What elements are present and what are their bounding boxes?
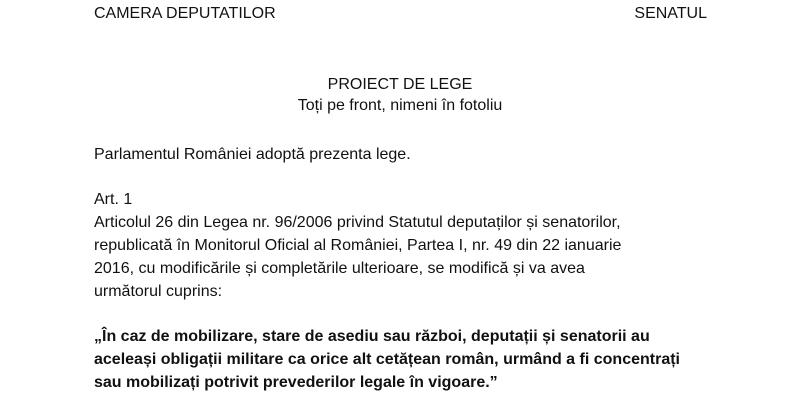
quote-line: sau mobilizați potrivit prevederilor legale în vigoare.” [94,374,498,391]
quote-line: aceleași obligații militare ca orice alt cetățean român, urmând a fi concentrați [94,351,680,368]
article-body-line: următorul cuprins: [94,283,223,300]
header-senate: SENATUL [634,5,707,22]
document-subtitle: Toți pe front, nimeni în fotoliu [297,97,503,114]
article-body-line: republicată în Monitorul Oficial al României, Partea I, nr. 49 din 22 ianuarie [94,237,622,254]
amended-text-quote [94,325,680,394]
quote-line: „În caz de mobilizare, stare de asediu sau război, deputații și senatorii au [94,328,650,345]
article-body-line: Articolul 26 din Legea nr. 96/2006 privind Statutul deputaților și senatorilor, [94,214,621,231]
article-body [94,211,621,303]
intro-paragraph: Parlamentul României adoptă prezenta lege. [94,146,411,163]
article-label: Art. 1 [94,191,133,208]
document-title: PROIECT DE LEGE [327,76,473,93]
title-block [0,74,800,116]
header-chamber-deputies: CAMERA DEPUTATILOR [94,5,276,22]
article-body-line: 2016, cu modificările și completările ulterioare, se modifică și va avea [94,260,585,277]
